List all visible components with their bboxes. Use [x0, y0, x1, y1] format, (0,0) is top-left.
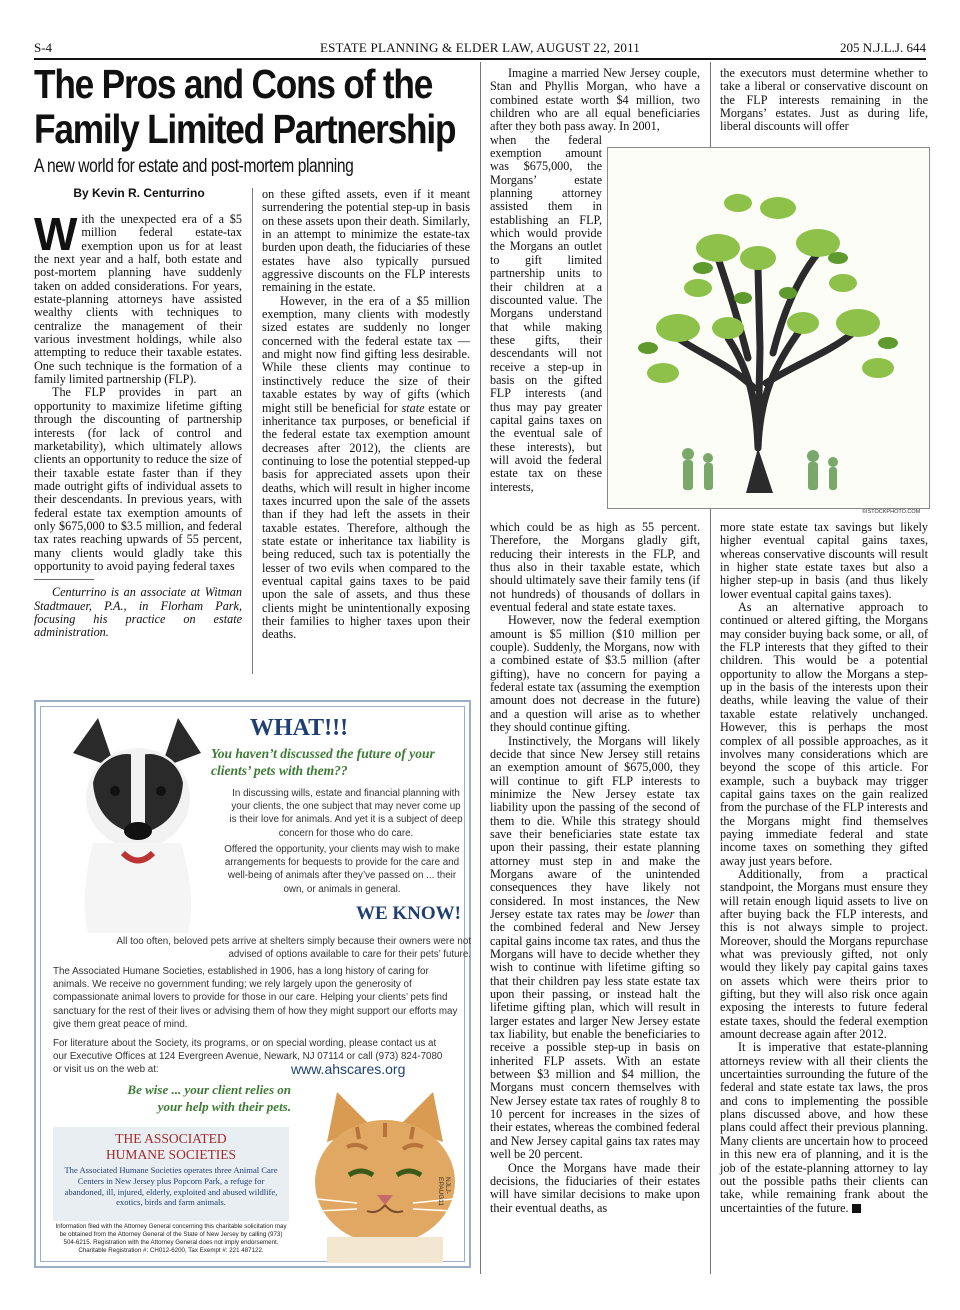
- paragraph: [262, 295, 470, 642]
- ahs-name-line-1: THE ASSOCIATED: [115, 1131, 227, 1146]
- paragraph: on these gifted assets, even if it meant surrendering the potential step-up in basis on these assets upon their death. Similarly, in an attempt to minimize the estate-tax burden upon death, the fiduciaries of these estates have also typically pursued aggressive discounts on the FLP interests remaining in the estate.: [262, 187, 470, 295]
- tree-icon: [608, 148, 929, 508]
- ad-paragraph: In discussing wills, estate and financial planning with your clients, the one subject that may never come up is their love for animals. And yet it is a subject of deep concern for those who do care.: [229, 788, 463, 839]
- paragraph: [720, 1041, 928, 1214]
- paragraph-text: However, in the era of a $5 million exemption, many clients with modestly sized estates are suddenly no longer concerned with the federal estate tax — and might now find gifting less desirable. While these clients may continue to instinctively reduce the size of their taxable estates by way of gifts (which might still be beneficial for: [262, 293, 470, 415]
- ad-tagline: Be wise ... your client relies on your help with their pets.: [127, 1082, 291, 1114]
- paragraph: As an alternative approach to continued or altered gifting, the Morgans may consider buying back some, or all, of the FLP interests that they gifted to their children. This would be a potential opportunity to allow the Morgans a step-up in the basis of the interests upon their deaths, while leaving the value of their taxable estate relatively unchanged. However, this is perhaps the most complex of all possible approaches, as it involves many considerations which are beyond the scope of this article. For example, such a buyback may trigger capital gains taxes on the gain realized from the purchase of the FLP interests and the Morgans might find themselves paying immediate federal and state income taxes on something they gifted away just years before.: [720, 600, 928, 868]
- byline: By Kevin R. Centurrino: [73, 186, 205, 200]
- paragraph: Once the Morgans have made their decisions, the fiduciaries of their estates will have similar decisions to make upon their eventual deaths, as: [490, 1160, 700, 1215]
- article-column-1: [34, 208, 242, 640]
- ahs-name: [53, 1131, 289, 1163]
- paragraph: more state estate tax savings but likely higher eventual capital gains taxes, whereas conservative discounts will result in higher state estate taxes but also a higher step-up in basis (and thus likely lower eventual capital gains taxes).: [720, 520, 928, 601]
- paragraph-text: than the combined federal and New Jersey capital gains income tax rates, and thus the Morgans will have to decide whether they wish to continue with lifetime gifting so that their children pay less state estate tax upon their passing, or instead halt the lifetime gifting plan, which will result in larger estates and larger New Jersey estate tax liability, but enable the beneficiaries to receive a possible step-up in basis on inherited FLP assets. With an estate between $3 million and $4 million, the Morgans must concern themselves with New Jersey estate tax rates of roughly 8 to 10 percent for increases in the sizes of their estates, whereas the combined federal and New Jersey capital gains tax rates may well be 20 percent.: [490, 906, 700, 1162]
- ad-paragraph: All too often, beloved pets arrive at shelters simply because their owners were not advised of options available to care for their pets’ future.: [116, 936, 471, 961]
- humane-society-advertisement: [34, 700, 471, 1268]
- article-deck: A new world for estate and post-mortem planning: [34, 156, 354, 177]
- family-tree-illustration: [607, 147, 930, 509]
- ad-paragraph: The Associated Humane Societies, established in 1906, has a long history of caring for animals. We receive no government funding; we rely largely upon the generosity of compassionate animal lovers to provide for those in our care. Helping your clients’ pets find sanctuary for the rest of their lives or advising them of how they might support our efforts may give them great peace of mind.: [53, 966, 458, 1030]
- bio-rule: [34, 579, 94, 580]
- paragraph: the executors must determine whether to take a liberal or conservative discount on the FLP interests remaining in the Morgans’ estates. Just as during life, liberal discounts will offer: [720, 66, 928, 134]
- image-credit: ©ISTOCKPHOTO.COM: [862, 509, 921, 515]
- paragraph: [490, 735, 700, 1162]
- paragraph: Imagine a married New Jersey couple, Stan and Phyllis Morgan, who have a combined estate worth $4 million, two children who are all equal beneficiaries after they both pass away. In 2001,: [490, 66, 700, 134]
- headline-line-1: The Pros and Cons of the: [34, 61, 433, 107]
- page-number: S-4: [34, 40, 53, 55]
- paragraph-narrow: when the federal exemption amount was $675,000, the Morgans’ estate planning attorney assisted them in establishing an FLP, which would provide the Morgans an outlet to gift limited partnership units to their children at a discounted value. The Morgans understand that while making these gifts, their descendants will not receive a step-up in basis on the gifted FLP interests (and thus may pay greater capital gains taxes on the eventual sale of these interests), but will avoid the federal estate tax on these interests,: [490, 132, 602, 494]
- paragraph: [34, 208, 242, 387]
- ahs-description: The Associated Humane Societies operates three Animal Care Centers in New Jersey plus Popcorn Park, a refuge for abandoned, ill, injured, elderly, exploited and abused wildlife, exotics, birds and farm animals.: [64, 1165, 278, 1208]
- paragraph-text: Instinctively, the Morgans will likely decide that since New Jersey still retains an exemption amount of $675,000, they will continue to gift FLP interests to minimize the New Jersey estate tax liability upon the passing of the second of them to die. While this strategy should save their beneficiaries state estate tax upon their passing, their estate planning attorney must step in and make the Morgans aware of the unintended consequences they have likely not considered. In most instances, the New Jersey estate tax rates may be: [490, 733, 700, 921]
- paragraph-text: It is imperative that estate-planning attorneys review with all their clients the uncertainties surrounding the future of the federal and state estate tax laws, the pros and cons to implementing the possible plans discussed above, and how these plans could affect their previous planning. Many clients are uncertain how to proceed in this new era of planning, and it is the job of the estate-planning attorney to lay out the possible paths their clients can take, while remaining frank about the uncertainties of the future.: [720, 1040, 928, 1215]
- ahs-name-line-2: HUMANE SOCIETIES: [105, 1147, 237, 1162]
- article-headline: [34, 62, 473, 152]
- paragraph-text: ith the unexpected era of a $5 million federal estate-tax exemption upon us for at least the next year and a half, both estate and post-mortem planning have suddenly taken on added considerations. For years, estate-planning attorneys have assisted wealthy clients with techniques to centralize the management of their various investment holdings, while also attempting to reduce their taxable estates. One such technique is the formation of a family limited partnership (FLP).: [34, 212, 242, 387]
- drop-cap: W: [34, 208, 78, 260]
- article-column-2: [262, 188, 470, 642]
- paragraph: However, now the federal exemption amount is $5 million ($10 million per couple). Suddenly, the Morgans, now with a combined estate of $3.5 million (after gifting), have no concern for paying a federal estate tax (assuming the exemption amount does not decrease in the future) and a question will arise as to whether they should continue gifting.: [490, 613, 700, 735]
- emphasis: state: [401, 400, 425, 415]
- ad-headline: WHAT!!!: [249, 715, 349, 741]
- headline-line-2: Family Limited Partnership: [34, 106, 456, 152]
- emphasis: lower: [646, 906, 675, 921]
- paragraph-text: estate or inheritance tax purposes, or beneficial if the federal estate tax exemption amount decreases after 2012), the clients are continuing to lose the potential stepped-up basis for appreciated assets upon their deaths, which will result in higher income taxes incurred upon the sale of the assets than if they had left the assets in their taxable estates. Therefore, although the state estate or inheritance tax liability is being reduced, such tax is potentially the lesser of two evils when compared to the eventual capital gains taxes to be paid upon the sale of assets, and thus these clients might be unintentionally exposing their families to higher taxes upon their deaths.: [262, 400, 470, 642]
- ad-contact: For literature about the Society, its programs, or on special wording, please contact us at our Executive Offices at 124 Evergreen Avenue, Newark, NJ 07114 or call (973) 824-7080 or visit us on the web at:: [53, 1038, 443, 1076]
- ad-we-know: WE KNOW!: [355, 903, 461, 924]
- citation: 205 N.J.L.J. 644: [840, 40, 926, 55]
- article-column-3-bottom: [490, 521, 700, 1215]
- paragraph: The FLP provides in part an opportunity to maximize lifetime gifting through the discounting of partnership interests (for lack of control and marketability), which ultimately allows clients an opportunity to reduce the size of their taxable estate faster than if they made outright gifts of individual assets to their descendants. In previous years, with federal estate tax exemption amounts of only $675,000 to $3.5 million, and federal tax rates reaching upwards of 55 percent, many clients would gladly take this opportunity to avoid paying federal taxes: [34, 385, 242, 573]
- article-column-4-top: [720, 67, 928, 134]
- ad-fine-print: Information filed with the Attorney General concerning this charitable solicitation may be obtained from the Attorney General of the State of New Jersey by calling (973) 504-6215. Registration with the Attorney General does not imply endorsement. Charitable Registration #: CH012-6200, Tax Exempt #: 221 487122.: [55, 1223, 287, 1254]
- end-mark-icon: [852, 1204, 861, 1213]
- ad-inner-border: [40, 706, 471, 1262]
- cat-photo: [297, 1087, 473, 1263]
- column-rule: [480, 62, 481, 1274]
- paragraph: Additionally, from a practical standpoint, the Morgans must ensure they will retain enough liquid assets to live on after buying back the FLP interests, and this is not always simple to project. Moreover, should the Morgans repurchase what was previously gifted, not only would they likely pay capital gains taxes on assets which were theirs prior to gifting, but they will also risk once again exposing the interests to future federal estate taxes, should the federal exemption amount decrease again after 2012.: [720, 866, 928, 1042]
- header-rule: [34, 58, 926, 60]
- ad-website-link[interactable]: www.ahscares.org: [291, 1061, 406, 1077]
- ad-question: You haven’t discussed the future of your clients’ pets with them??: [211, 746, 435, 778]
- column-rule: [252, 188, 253, 674]
- author-bio: Centurrino is an associate at Witman Stadtmauer, P.A., in Florham Park, focusing his practice on estate administration.: [34, 585, 242, 640]
- ad-paragraph: Offered the opportunity, your clients may wish to make arrangements for bequests to provide for the care and well-being of animals after they’ve passed on ... their own, or animals in general.: [224, 844, 460, 895]
- publication-line: ESTATE PLANNING & ELDER LAW, AUGUST 22, 2011: [319, 40, 641, 55]
- ahs-logo-box: [53, 1127, 289, 1221]
- article-column-4-bottom: [720, 521, 928, 1215]
- cat-icon: [297, 1087, 473, 1263]
- dog-icon: [53, 713, 221, 933]
- dog-photo: [53, 713, 221, 933]
- ad-code: NJLJ-EPAUG11: [437, 1177, 451, 1207]
- paragraph: which could be as high as 55 percent. Therefore, the Morgans gladly gift, reducing their interests in the FLP, and thus also in their taxable estate, which should ultimately save their family tens (if not hundreds) of thousands of dollars in eventual federal and state estate taxes.: [490, 520, 700, 615]
